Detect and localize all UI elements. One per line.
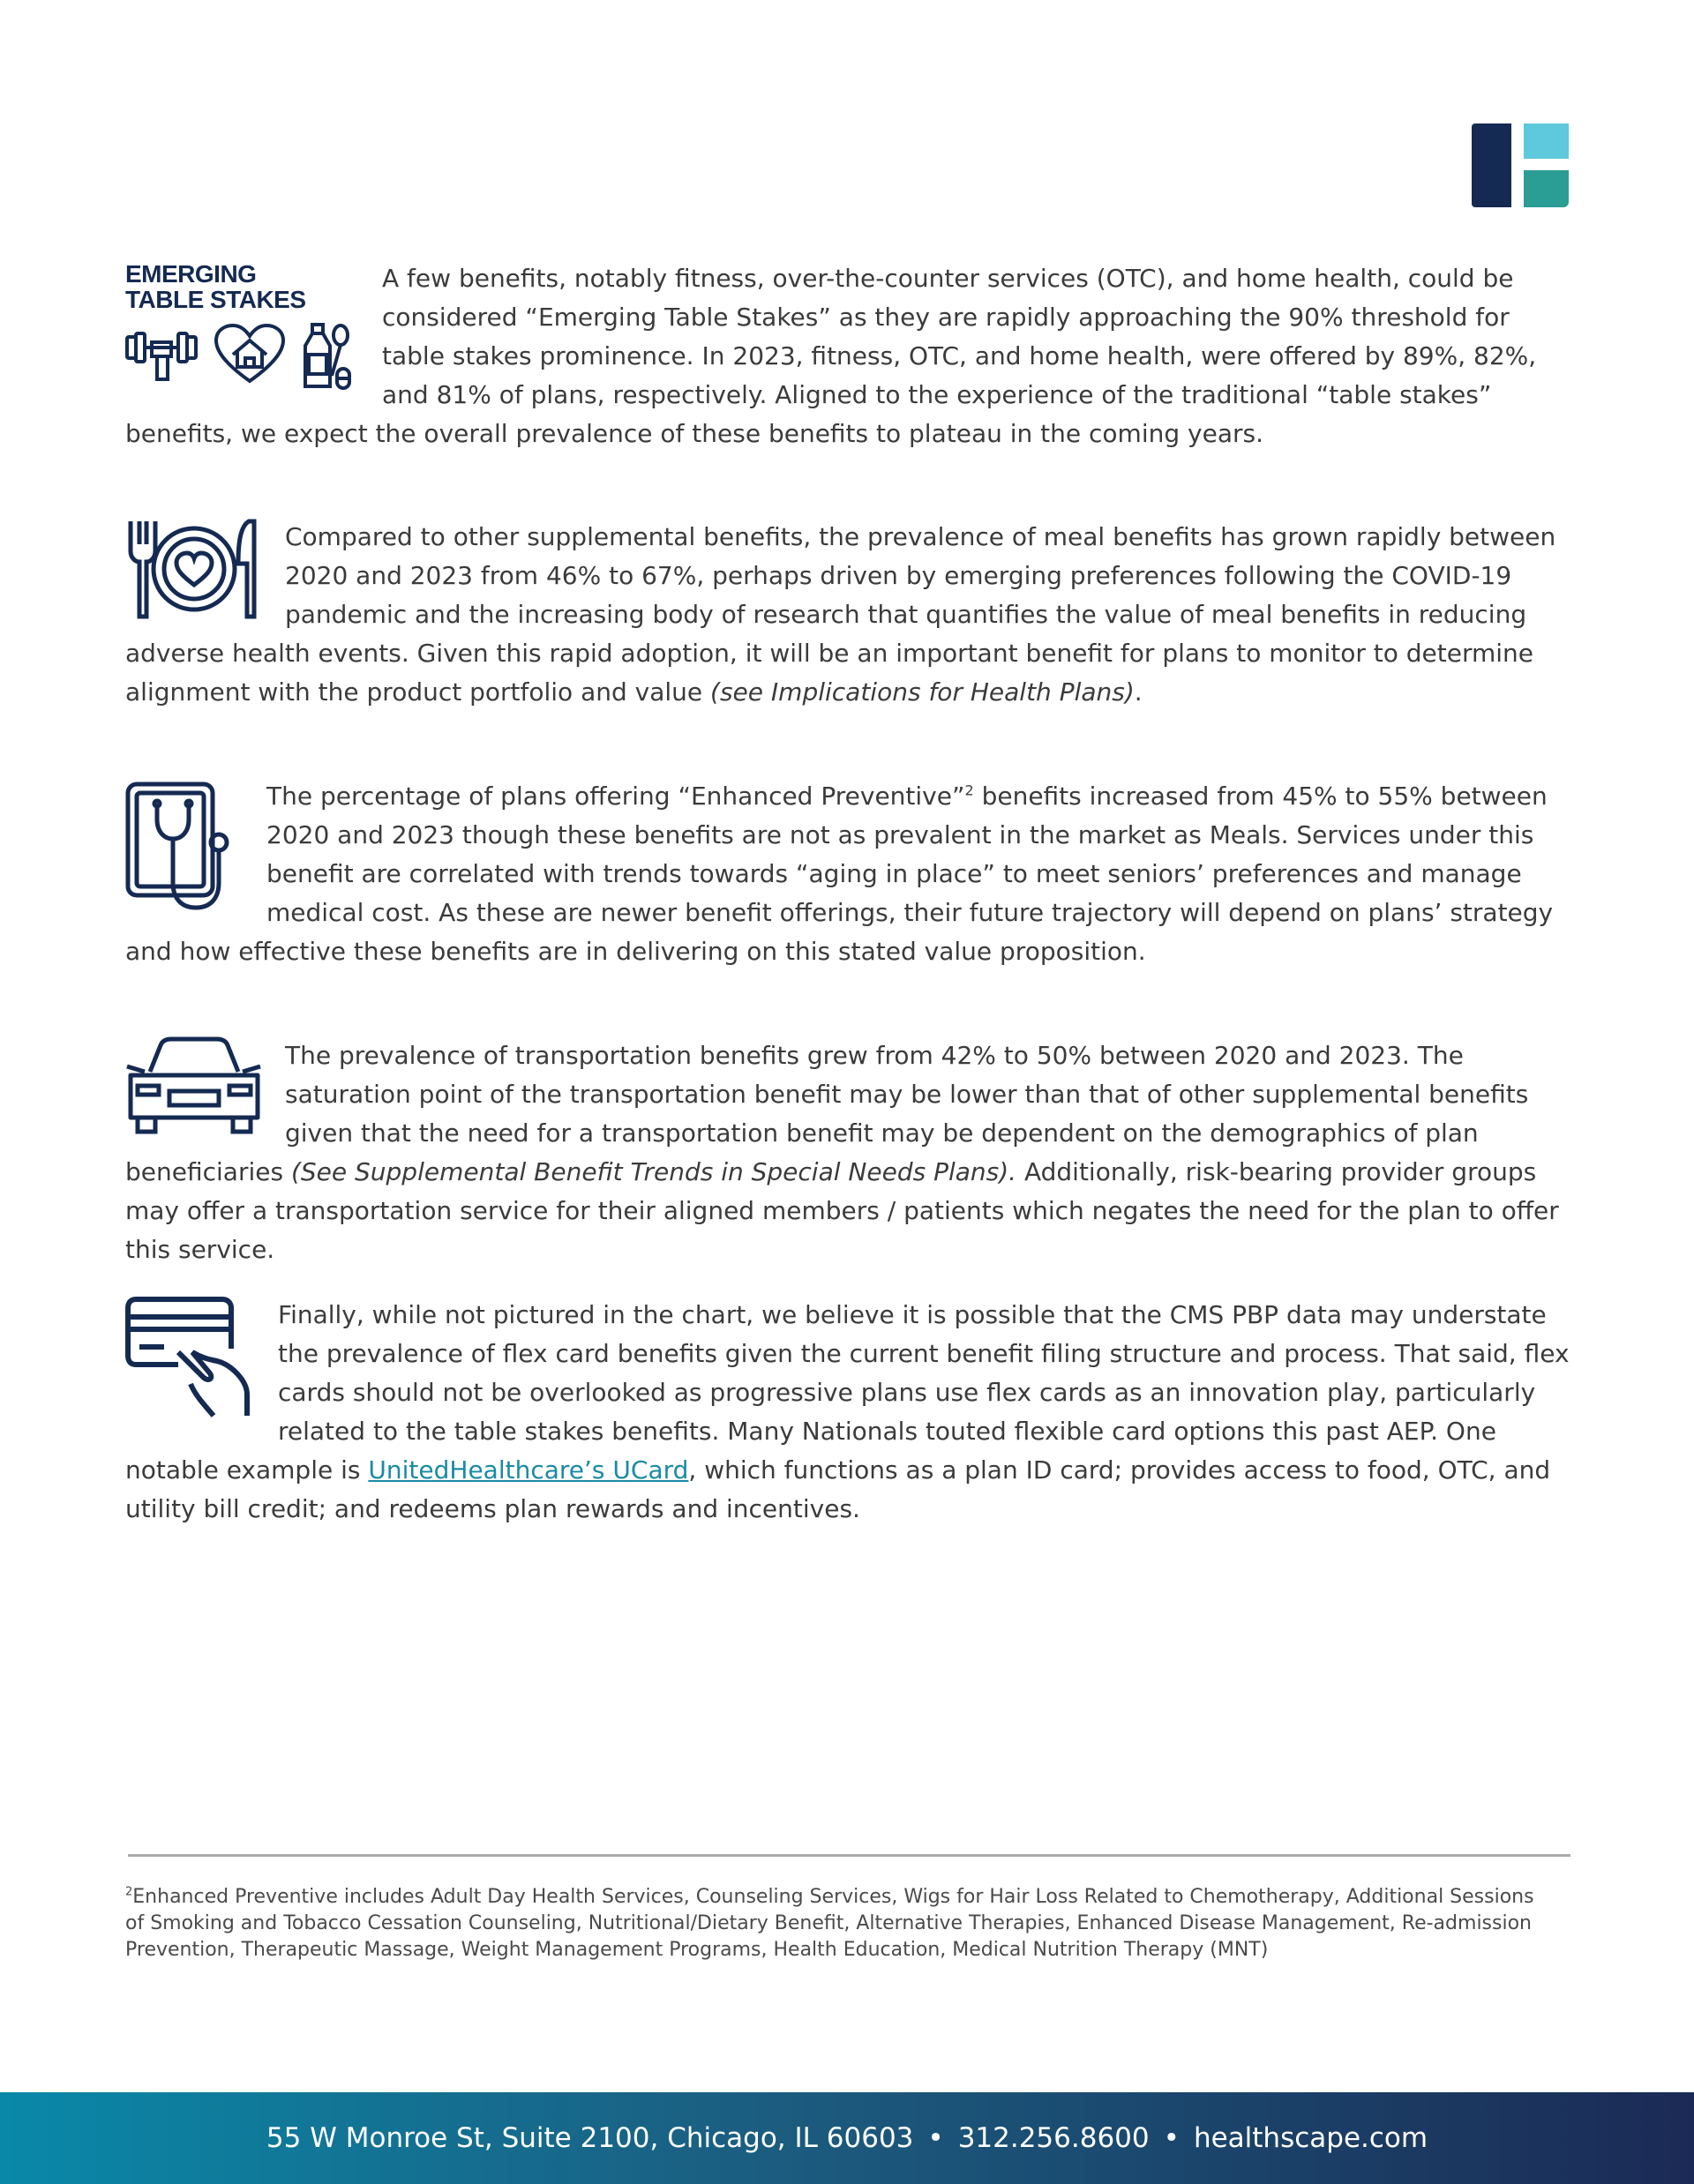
paragraph-text-cont: Additionally, risk-bearing provider groups may offer a transportation service for their aligned members / patients which negates the need for the plan to offer this service. bbox=[125, 1157, 1559, 1264]
footnote-text: Enhanced Preventive includes Adult Day Health Services, Counseling Services, Wigs for Hair Loss Related to Chemotherapy, Additional Sessions of Smoking and Tobacco Cessation Counseling, Nutritional/Dietary Benefit, Alternative Therapies, Enhanced Disease Management, Re-admission Prevention, Therapeutic Massage, Weight Management Programs, Health Education, Medical Nutrition Therapy (MNT) bbox=[125, 1886, 1534, 1961]
home-health-heart-icon bbox=[214, 323, 286, 385]
paragraph-text: The percentage of plans offering “Enhanced Preventive” bbox=[266, 782, 965, 811]
footnote-reference[interactable]: 2 bbox=[964, 782, 974, 799]
healthscape-logo bbox=[1472, 123, 1569, 207]
meal-icon-wrap bbox=[125, 518, 262, 634]
footer-phone[interactable]: 312.256.8600 bbox=[957, 2122, 1150, 2154]
paragraph-emerging-table-stakes bbox=[125, 259, 1572, 453]
paragraph-text: A few benefits, notably fitness, over-the-counter services (OTC), and home health, could be considered “Emerging Table Stakes” as they are rapidly approaching the 90% threshold for table stakes prominence. In 2023, fitness, OTC, and home health, were offered by 89%, 82%, and 81% of plans, respectively. Aligned to the experience of the traditional “table stakes” benefits, we expect the overall prevalence of these benefits to plateau in the coming years. bbox=[125, 264, 1537, 448]
paragraph-text: Finally, while not pictured in the chart, we believe it is possible that the CMS PBP data may understate the prevalence of flex card benefits given the current benefit filing structure and process. That said, flex cards should not be overlooked as progressive plans use flex cards as an innovation play, particularly related to the table stakes benefits. Many Nationals touted flexible card options this past AEP. One notable example is bbox=[125, 1300, 1570, 1485]
logo-block-teal bbox=[1524, 170, 1569, 207]
footer-bar bbox=[0, 2092, 1694, 2184]
footer-website-link[interactable]: healthscape.com bbox=[1193, 2122, 1428, 2154]
paragraph-text-cont: , which functions as a plan ID card; provides access to food, OTC, and utility bill credit; and redeems plan rewards and incentives. bbox=[125, 1455, 1551, 1523]
paragraph-text: The prevalence of transportation benefits grew from 42% to 50% between 2020 and 2023. The saturation point of the transportation benefit may be lower than that of other supplemental benefits given that the need for a transportation benefit may be dependent on the demographics of plan beneficiaries bbox=[125, 1041, 1529, 1186]
paragraph-end: . bbox=[1134, 677, 1143, 707]
reference-open: (See bbox=[290, 1157, 356, 1186]
transportation-icon-wrap bbox=[125, 1036, 262, 1153]
benefit-icons bbox=[125, 323, 359, 390]
meal-plate-heart-icon bbox=[125, 518, 262, 620]
paragraph-flex-card bbox=[125, 1296, 1572, 1529]
car-icon bbox=[125, 1036, 262, 1135]
footnote-divider bbox=[128, 1854, 1570, 1857]
preventive-icon-wrap bbox=[125, 777, 244, 932]
footnote-marker: 2 bbox=[125, 1885, 133, 1899]
paragraph-meal-benefits bbox=[125, 518, 1572, 712]
paragraph-text: Compared to other supplemental benefits, the prevalence of meal benefits has grown rapidly between 2020 and 2023 from 46% to 67%, perhaps driven by emerging preferences following the COVID-19 pandemic and the increasing body of research that quantifies the value of meal benefits in reducing adverse health events. Given this rapid adoption, it will be an important benefit for plans to monitor to determine alignment with the product portfolio and value bbox=[125, 522, 1556, 707]
paragraph-text-cont: benefits increased from 45% to 55% between 2020 and 2023 though these benefits are not as prevalent in the market as Meals. Services under this benefit are correlated with trends towards “aging in place” to meet seniors’ preferences and manage medical cost. As these are newer benefit offerings, their future trajectory will depend on plans’ strategy and how effective these benefits are in delivering on this stated value proposition. bbox=[125, 782, 1554, 966]
paragraph-transportation bbox=[125, 1036, 1572, 1269]
heading-line-2: TABLE STAKES bbox=[125, 286, 306, 313]
otc-medicine-bottle-icon bbox=[302, 323, 353, 390]
implications-reference: (see Implications for Health Plans) bbox=[710, 677, 1135, 707]
hand-card-icon bbox=[125, 1296, 255, 1419]
footer-address: 55 W Monroe St, Suite 2100, Chicago, IL 60603 bbox=[266, 2122, 914, 2154]
reference-close: ). bbox=[999, 1157, 1017, 1186]
section-heading bbox=[125, 261, 359, 312]
tablet-stethoscope-icon bbox=[125, 777, 240, 911]
fitness-dumbbell-icon bbox=[125, 323, 198, 385]
flex-card-icon-wrap bbox=[125, 1296, 255, 1451]
footnote bbox=[125, 1884, 1555, 1963]
emerging-table-stakes-block bbox=[125, 259, 359, 415]
footer-separator: • bbox=[927, 2122, 944, 2154]
logo-block-cyan bbox=[1524, 123, 1569, 159]
ucard-link[interactable]: UnitedHealthcare’s UCard bbox=[368, 1455, 689, 1485]
heading-line-1: EMERGING bbox=[125, 260, 257, 288]
logo-bar-navy bbox=[1472, 123, 1511, 207]
footer-separator: • bbox=[1163, 2122, 1180, 2154]
snp-trends-reference: Supplemental Benefit Trends in Special Needs Plans bbox=[355, 1157, 1000, 1186]
paragraph-enhanced-preventive bbox=[125, 777, 1572, 971]
